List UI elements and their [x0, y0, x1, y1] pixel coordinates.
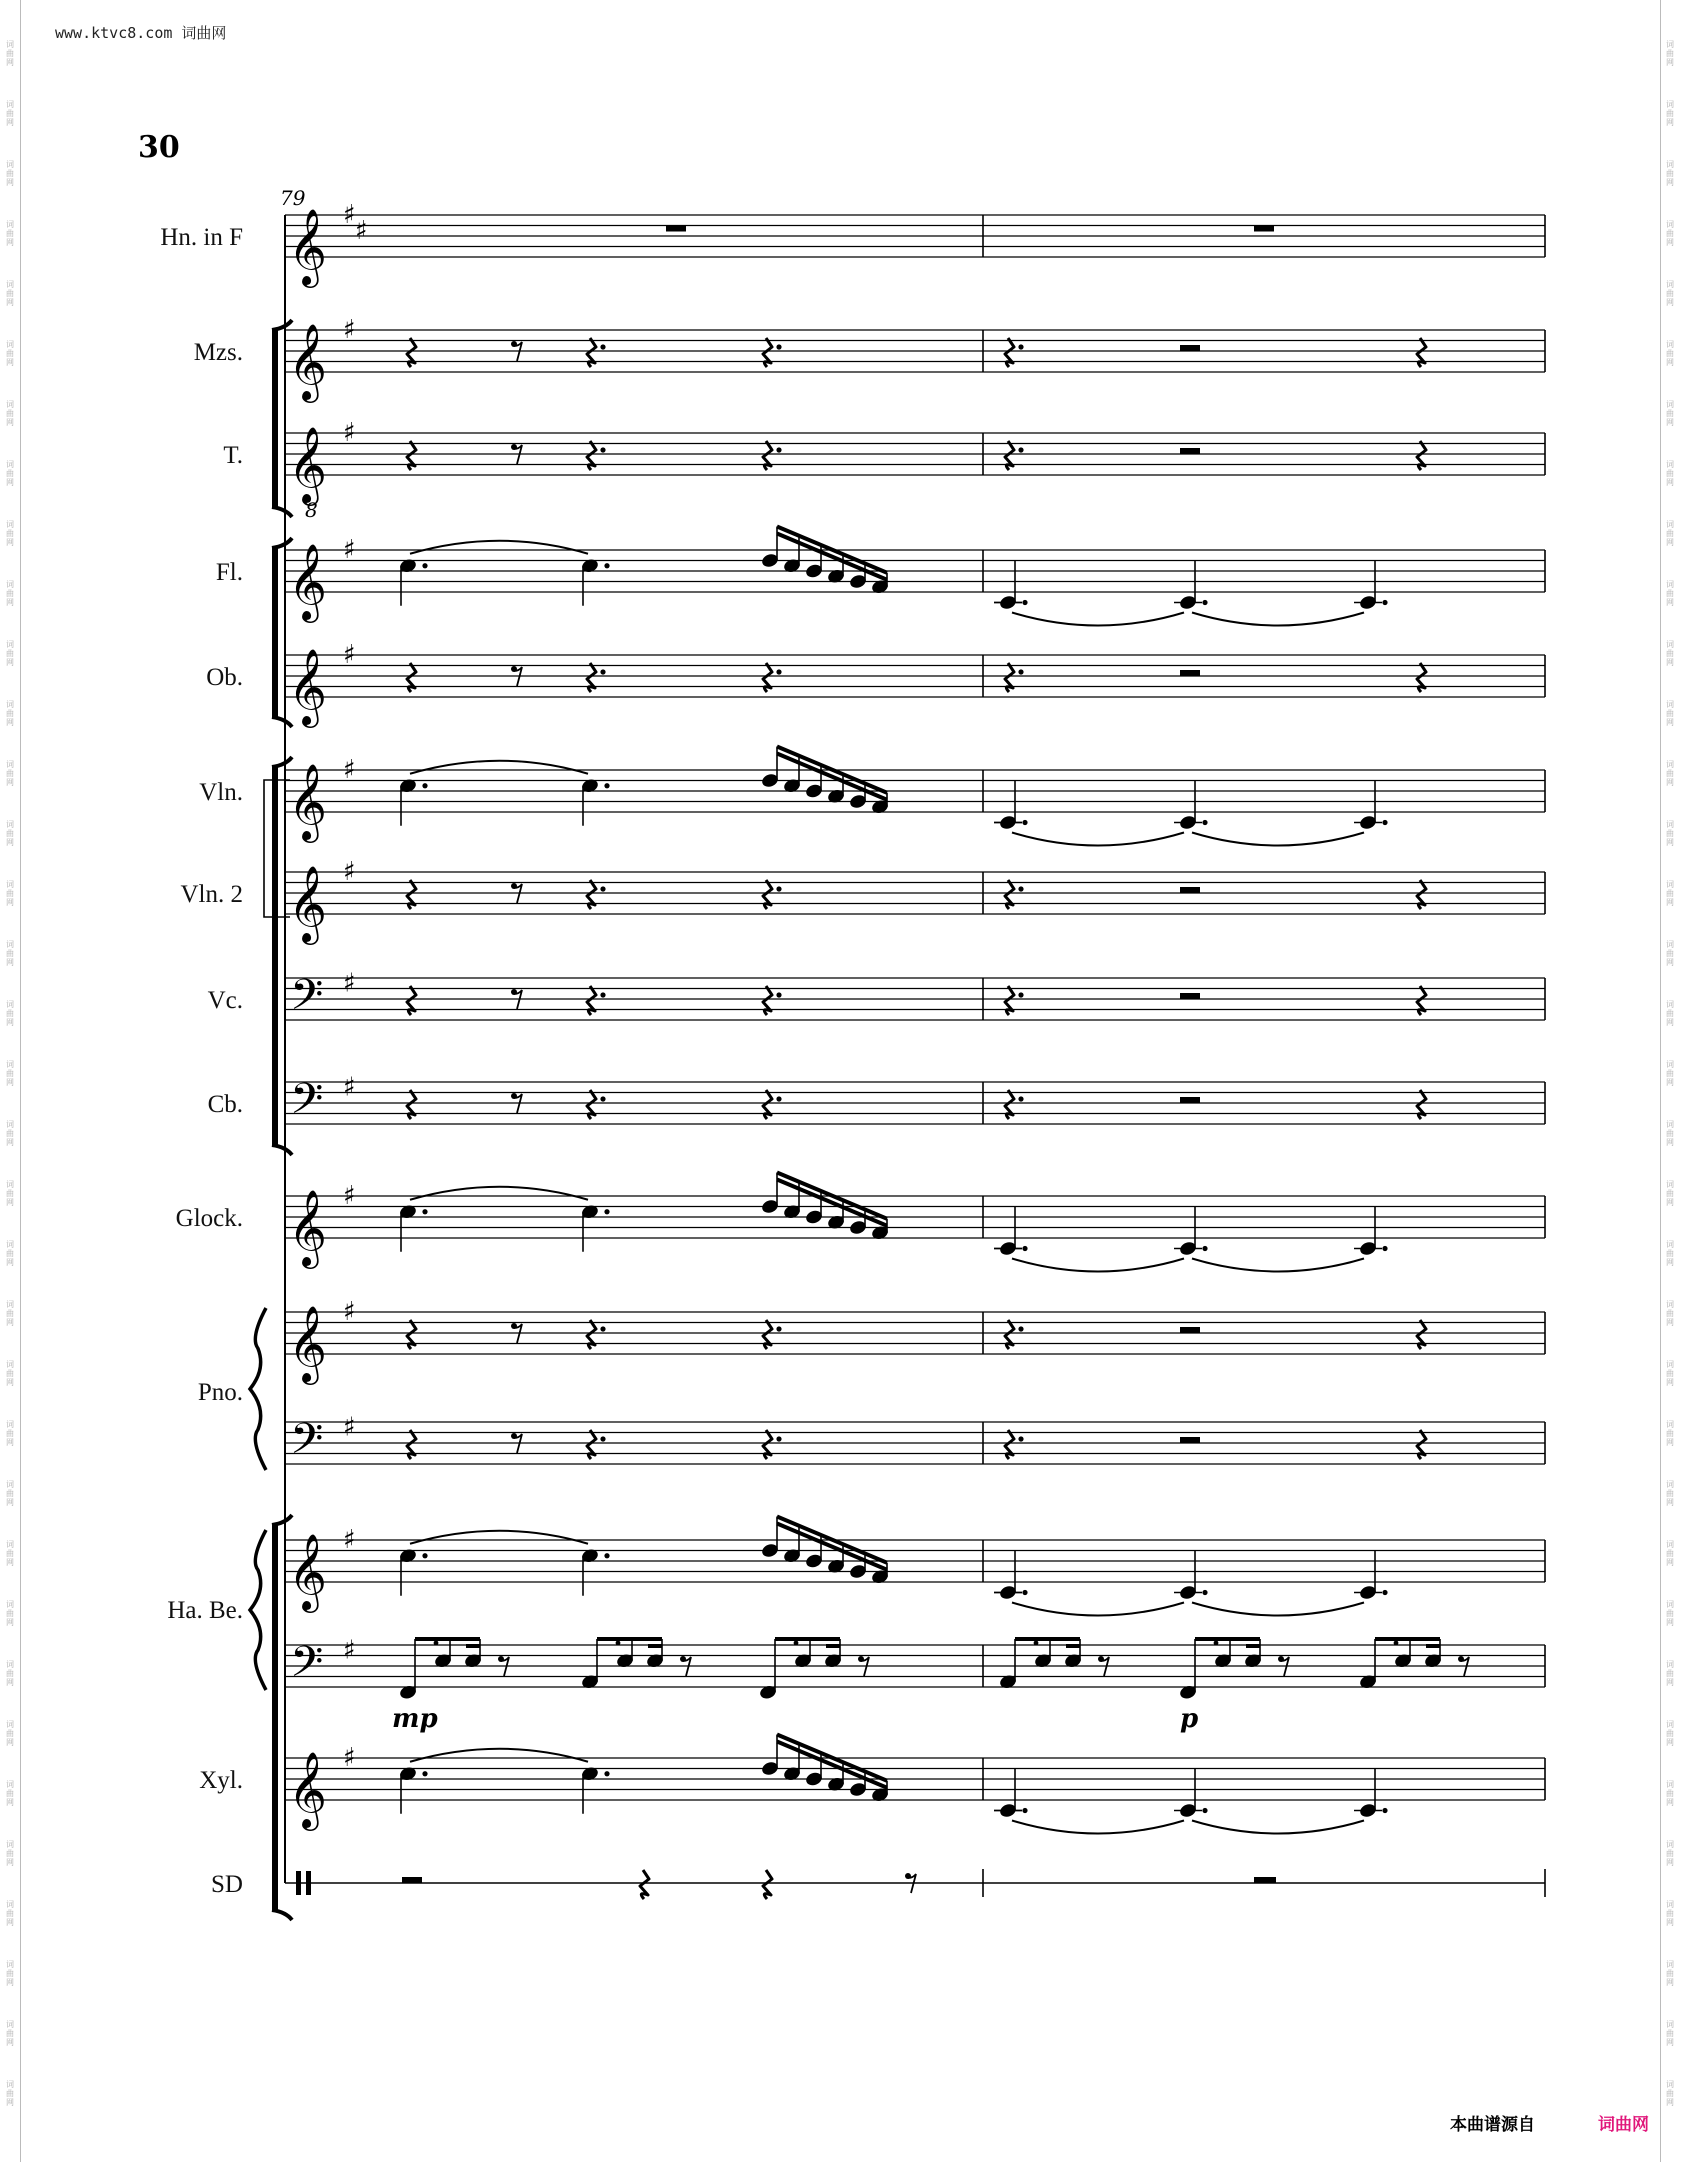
- note-dot: [1202, 1590, 1207, 1595]
- bracket-hook: [272, 1910, 292, 1920]
- watermark-glyphs: 词 曲 网: [1666, 1360, 1674, 1387]
- quarter-rest: [1005, 663, 1014, 692]
- rest-dot: [600, 669, 605, 674]
- rest-dot: [1018, 992, 1023, 997]
- quarter-rest: [640, 1870, 649, 1899]
- staff: [285, 1412, 1545, 1474]
- note-dot: [604, 783, 609, 788]
- watermark-glyphs: 词 曲 网: [1666, 1060, 1674, 1087]
- sharp-icon: ♯: [343, 968, 356, 999]
- treble-clef-icon: 𝄞: [288, 1305, 328, 1382]
- note-dot: [1382, 1246, 1387, 1251]
- brace: [250, 1530, 266, 1690]
- watermark-glyphs: 词 曲 网: [1666, 1780, 1674, 1807]
- note-dot: [1022, 1246, 1027, 1251]
- quarter-rest: [1417, 441, 1426, 470]
- note-dot: [794, 1641, 799, 1646]
- quarter-rest: [1005, 441, 1014, 470]
- quarter-rest: [1417, 880, 1426, 909]
- watermark-glyphs: 词 曲 网: [6, 100, 14, 127]
- quarter-rest: [763, 1090, 772, 1119]
- watermark-glyphs: 词 曲 网: [6, 880, 14, 907]
- percussion-clef-icon: [306, 1871, 311, 1895]
- sharp-icon: ♯: [343, 418, 356, 448]
- sharp-icon: ♯: [343, 640, 356, 670]
- half-rest: [1180, 1437, 1200, 1443]
- rest-dot: [776, 344, 781, 349]
- watermark-glyphs: 词 曲 网: [1666, 1480, 1674, 1507]
- bracket-hook: [272, 1515, 292, 1525]
- staff-label: Cb.: [207, 1091, 243, 1118]
- staff: [194, 315, 1545, 403]
- quarter-rest: [763, 880, 772, 909]
- quarter-rest: [587, 1320, 596, 1349]
- whole-rest: [1254, 1877, 1276, 1883]
- bracket: [272, 767, 278, 1145]
- note-dot: [604, 1209, 609, 1214]
- note-dot: [604, 1553, 609, 1558]
- quarter-rest: [1005, 1320, 1014, 1349]
- whole-rest: [666, 226, 686, 232]
- quarter-rest: [763, 663, 772, 692]
- treble-clef-icon: 𝄞: [288, 648, 328, 725]
- treble-clef-icon: 𝄞: [288, 1533, 328, 1610]
- note-dot: [1382, 1590, 1387, 1595]
- rest-dot: [776, 1326, 781, 1331]
- watermark-glyphs: 词 曲 网: [6, 1960, 14, 1987]
- watermark-glyphs: 词 曲 网: [1666, 1600, 1674, 1627]
- half-rest: [1180, 670, 1200, 676]
- staff-label: Vc.: [207, 987, 243, 1014]
- tie: [1192, 1259, 1364, 1272]
- sharp-icon: ♯: [355, 215, 368, 246]
- rest-dot: [600, 992, 605, 997]
- note-dot: [422, 1209, 427, 1214]
- watermark-glyphs: 词 曲 网: [1666, 1300, 1674, 1327]
- rest-dot: [600, 1436, 605, 1441]
- watermark-glyphs: 词 曲 网: [6, 1720, 14, 1747]
- rest-dot: [1018, 344, 1023, 349]
- watermark-glyphs: 词 曲 网: [1666, 1960, 1674, 1987]
- tie: [410, 1531, 588, 1544]
- bracket: [272, 548, 278, 717]
- tie: [410, 541, 588, 554]
- sharp-icon: ♯: [343, 1525, 356, 1555]
- dynamic-marking: p: [1180, 1704, 1199, 1734]
- note-dot: [422, 563, 427, 568]
- sharp-icon: ♯: [343, 1743, 356, 1773]
- percussion-clef-icon: [296, 1871, 301, 1895]
- rest-dot: [776, 886, 781, 891]
- note-dot: [434, 1641, 439, 1646]
- tie: [1192, 1821, 1364, 1834]
- treble-clef-icon: 𝄞: [288, 1189, 328, 1266]
- rest-dot: [1018, 1326, 1023, 1331]
- tie: [1012, 613, 1184, 626]
- staff: [160, 200, 1545, 288]
- watermark-glyphs: 词 曲 网: [1666, 940, 1674, 967]
- staff-label: Vln.: [199, 779, 243, 806]
- staff: [206, 640, 1545, 728]
- watermark-glyphs: 词 曲 网: [6, 700, 14, 727]
- staves: [160, 186, 1545, 1899]
- sharp-icon: ♯: [343, 857, 356, 887]
- octave-mark: 8: [305, 498, 318, 522]
- half-rest: [1180, 1097, 1200, 1103]
- rest-dot: [1018, 669, 1023, 674]
- quarter-rest: [407, 1090, 416, 1119]
- quarter-rest: [1417, 986, 1426, 1015]
- staff-label: Fl.: [215, 559, 243, 586]
- watermark-glyphs: 词 曲 网: [1666, 1420, 1674, 1447]
- staff: [208, 968, 1545, 1030]
- rest-dot: [1018, 447, 1023, 452]
- watermark-glyphs: 词 曲 网: [1666, 2080, 1674, 2107]
- watermark-glyphs: 词 曲 网: [6, 1780, 14, 1807]
- rest-dot: [600, 447, 605, 452]
- note-dot: [616, 1641, 621, 1646]
- staff-label: Ha. Be.: [167, 1597, 243, 1624]
- watermark-glyphs: 词 曲 网: [6, 940, 14, 967]
- note-dot: [1202, 820, 1207, 825]
- watermark-glyphs: 词 曲 网: [6, 1360, 14, 1387]
- treble-clef-icon: 𝄞: [288, 1751, 328, 1828]
- note-dot: [1022, 600, 1027, 605]
- sharp-icon: ♯: [343, 1297, 356, 1327]
- rest-dot: [1018, 886, 1023, 891]
- rest-dot: [600, 344, 605, 349]
- quarter-rest: [587, 338, 596, 367]
- note-dot: [1394, 1641, 1399, 1646]
- quarter-rest: [763, 1870, 772, 1899]
- half-rest: [1180, 1327, 1200, 1333]
- sharp-icon: ♯: [343, 315, 356, 345]
- watermark-glyphs: 词 曲 网: [1666, 2020, 1674, 2047]
- note-dot: [1214, 1641, 1219, 1646]
- watermark-glyphs: 词 曲 网: [1666, 640, 1674, 667]
- page-number: 30: [138, 130, 180, 165]
- tie: [1192, 1603, 1364, 1616]
- quarter-rest: [587, 986, 596, 1015]
- bass-clef-icon: 𝄢: [290, 1074, 324, 1135]
- watermark-glyphs: 词 曲 网: [6, 1840, 14, 1867]
- watermark-glyphs: 词 曲 网: [1666, 1660, 1674, 1687]
- watermark-glyphs: 词 曲 网: [1666, 1000, 1674, 1027]
- tie: [1012, 1603, 1184, 1616]
- quarter-rest: [407, 880, 416, 909]
- note-dot: [422, 783, 427, 788]
- note-dot: [422, 1771, 427, 1776]
- quarter-rest: [763, 1430, 772, 1459]
- watermark-glyphs: 词 曲 网: [1666, 580, 1674, 607]
- sharp-icon: ♯: [343, 535, 356, 565]
- quarter-rest: [1417, 1430, 1426, 1459]
- quarter-rest: [763, 338, 772, 367]
- tie: [1012, 1259, 1184, 1272]
- staff: [167, 1517, 1545, 1625]
- treble-clef-icon: 𝄞: [288, 865, 328, 942]
- watermark-glyphs: 词 曲 网: [6, 2080, 14, 2107]
- tie: [410, 761, 588, 774]
- note-dot: [1022, 1808, 1027, 1813]
- watermark-glyphs: 词 曲 网: [6, 1000, 14, 1027]
- quarter-rest: [587, 1090, 596, 1119]
- watermark-glyphs: 词 曲 网: [6, 760, 14, 787]
- staff-label: Glock.: [175, 1205, 243, 1232]
- quarter-rest: [1417, 338, 1426, 367]
- tie: [1012, 1821, 1184, 1834]
- measure-number: 79: [280, 186, 306, 210]
- treble-clef-icon: 𝄞: [288, 323, 328, 400]
- quarter-rest: [407, 986, 416, 1015]
- watermark-glyphs: 词 曲 网: [1666, 1180, 1674, 1207]
- treble-clef-icon: 𝄞: [288, 543, 328, 620]
- half-rest: [1180, 345, 1200, 351]
- watermark-glyphs: 词 曲 网: [6, 1900, 14, 1927]
- rest-dot: [1018, 1436, 1023, 1441]
- watermark-glyphs: 词 曲 网: [6, 40, 14, 67]
- tie: [1012, 833, 1184, 846]
- treble-clef-icon: 𝄞: [288, 426, 328, 503]
- bracket: [272, 1525, 278, 1910]
- note-dot: [1382, 600, 1387, 605]
- watermark-glyphs: 词 曲 网: [1666, 1540, 1674, 1567]
- watermark-glyphs: 词 曲 网: [1666, 1720, 1674, 1747]
- staff: [198, 1297, 1545, 1406]
- staff-label: T.: [223, 442, 243, 469]
- tie: [410, 1187, 588, 1200]
- bass-clef-icon: 𝄢: [290, 1414, 324, 1475]
- note-dot: [604, 563, 609, 568]
- staff: [199, 747, 1545, 846]
- quarter-rest: [407, 1320, 416, 1349]
- watermark-glyphs: 词 曲 网: [1666, 880, 1674, 907]
- quarter-rest: [1005, 880, 1014, 909]
- watermark-glyphs: 词 曲 网: [1666, 100, 1674, 127]
- quarter-rest: [1005, 338, 1014, 367]
- sharp-icon: ♯: [343, 200, 356, 230]
- watermark-glyphs: 词 曲 网: [1666, 460, 1674, 487]
- note-dot: [1202, 1246, 1207, 1251]
- watermark-glyphs: 词 曲 网: [6, 2020, 14, 2047]
- sharp-icon: ♯: [343, 755, 356, 785]
- half-rest: [1180, 993, 1200, 999]
- quarter-rest: [1417, 1320, 1426, 1349]
- watermark-glyphs: 词 曲 网: [6, 220, 14, 247]
- quarter-rest: [763, 986, 772, 1015]
- sharp-icon: ♯: [343, 1072, 356, 1103]
- quarter-rest: [1005, 986, 1014, 1015]
- watermark-glyphs: 词 曲 网: [6, 160, 14, 187]
- watermark-glyphs: 词 曲 网: [1666, 760, 1674, 787]
- watermark-glyphs: 词 曲 网: [6, 1420, 14, 1447]
- quarter-rest: [407, 338, 416, 367]
- staff: [208, 1072, 1545, 1134]
- watermark-glyphs: 词 曲 网: [6, 1060, 14, 1087]
- staff-label: Mzs.: [193, 339, 243, 366]
- quarter-rest: [1417, 1090, 1426, 1119]
- watermark-glyphs: 词 曲 网: [1666, 40, 1674, 67]
- treble-clef-icon: 𝄞: [288, 763, 328, 840]
- watermark-glyphs: 词 曲 网: [1666, 400, 1674, 427]
- watermark-glyphs: 词 曲 网: [1666, 1120, 1674, 1147]
- staff: [199, 1735, 1545, 1834]
- staff: [285, 1635, 1545, 1700]
- bracket-hook: [272, 1145, 292, 1155]
- watermark-glyphs: 词 曲 网: [1666, 520, 1674, 547]
- rest-dot: [1018, 1096, 1023, 1101]
- watermark-glyphs: 词 曲 网: [6, 820, 14, 847]
- dynamic-marking: mp: [392, 1704, 438, 1734]
- note-dot: [1382, 820, 1387, 825]
- watermark-glyphs: 词 曲 网: [6, 520, 14, 547]
- watermark-glyphs: 词 曲 网: [6, 1600, 14, 1627]
- footer-source-text: 本曲谱源自: [1450, 2115, 1535, 2135]
- note-dot: [1202, 1808, 1207, 1813]
- quarter-rest: [1417, 663, 1426, 692]
- footer-brand[interactable]: 词曲网: [1598, 2115, 1649, 2135]
- note-dot: [1382, 1808, 1387, 1813]
- watermark-glyphs: 词 曲 网: [1666, 1240, 1674, 1267]
- watermark-glyphs: 词 曲 网: [1666, 160, 1674, 187]
- rest-dot: [600, 1326, 605, 1331]
- watermark-glyphs: 词 曲 网: [6, 1300, 14, 1327]
- watermark-glyphs: 词 曲 网: [6, 1240, 14, 1267]
- quarter-rest: [1005, 1430, 1014, 1459]
- header-site-url[interactable]: www.ktvc8.com 词曲网: [55, 24, 227, 42]
- staff-label: Ob.: [206, 664, 243, 691]
- watermark-glyphs: 词 曲 网: [1666, 280, 1674, 307]
- staff: [223, 418, 1545, 522]
- quarter-rest: [407, 663, 416, 692]
- staff: [216, 527, 1545, 626]
- note-dot: [1022, 820, 1027, 825]
- staff-label: SD: [211, 1871, 243, 1898]
- watermark-glyphs: 词 曲 网: [6, 460, 14, 487]
- note-dot: [1202, 600, 1207, 605]
- note-dot: [604, 1771, 609, 1776]
- quarter-rest: [587, 1430, 596, 1459]
- watermark-glyphs: 词 曲 网: [6, 400, 14, 427]
- quarter-rest: [407, 441, 416, 470]
- half-rest: [402, 1877, 422, 1883]
- rest-dot: [600, 1096, 605, 1101]
- watermark-glyphs: 词 曲 网: [6, 1180, 14, 1207]
- quarter-rest: [763, 1320, 772, 1349]
- rest-dot: [776, 669, 781, 674]
- watermark-glyphs: 词 曲 网: [6, 1660, 14, 1687]
- watermark-glyphs: 词 曲 网: [1666, 1840, 1674, 1867]
- quarter-rest: [587, 880, 596, 909]
- watermark-glyphs: 词 曲 网: [6, 1480, 14, 1507]
- staff: [176, 1173, 1545, 1272]
- whole-rest: [1254, 226, 1274, 232]
- staff: [181, 857, 1546, 945]
- watermark-glyphs: 词 曲 网: [6, 280, 14, 307]
- note-dot: [422, 1553, 427, 1558]
- quarter-rest: [587, 441, 596, 470]
- rest-dot: [776, 1096, 781, 1101]
- rest-dot: [600, 886, 605, 891]
- system-brackets: [250, 215, 292, 1920]
- sharp-icon: ♯: [343, 1635, 356, 1666]
- bass-clef-icon: 𝄢: [290, 1637, 324, 1698]
- brace: [250, 1308, 266, 1470]
- staff-label: Vln. 2: [180, 881, 243, 908]
- watermark-glyphs: 词 曲 网: [1666, 700, 1674, 727]
- staff-label: Hn. in F: [160, 224, 243, 251]
- bracket-hook: [272, 507, 292, 517]
- tie: [410, 1749, 588, 1762]
- watermark-glyphs: 词 曲 网: [6, 640, 14, 667]
- note-dot: [1022, 1590, 1027, 1595]
- quarter-rest: [587, 663, 596, 692]
- watermark-glyphs: 词 曲 网: [1666, 340, 1674, 367]
- half-rest: [1180, 448, 1200, 454]
- rest-dot: [776, 1436, 781, 1441]
- quarter-rest: [763, 441, 772, 470]
- sharp-icon: ♯: [343, 1412, 356, 1443]
- tie: [1192, 613, 1364, 626]
- note-dot: [1034, 1641, 1039, 1646]
- staff-label: Pno.: [197, 1379, 243, 1406]
- bracket: [272, 330, 278, 507]
- rest-dot: [776, 447, 781, 452]
- watermark-glyphs: 词 曲 网: [6, 1120, 14, 1147]
- bass-clef-icon: 𝄢: [290, 970, 324, 1031]
- watermark-glyphs: 词 曲 网: [6, 340, 14, 367]
- sharp-icon: ♯: [343, 1181, 356, 1211]
- quarter-rest: [1005, 1090, 1014, 1119]
- staff: [211, 1869, 1545, 1899]
- watermark-glyphs: 词 曲 网: [1666, 820, 1674, 847]
- watermark-glyphs: 词 曲 网: [1666, 220, 1674, 247]
- tie: [1192, 833, 1364, 846]
- treble-clef-icon: 𝄞: [288, 208, 328, 285]
- quarter-rest: [407, 1430, 416, 1459]
- watermark-glyphs: 词 曲 网: [1666, 1900, 1674, 1927]
- half-rest: [1180, 887, 1200, 893]
- watermark-glyphs: 词 曲 网: [6, 1540, 14, 1567]
- watermark-glyphs: 词 曲 网: [6, 580, 14, 607]
- staff-label: Xyl.: [199, 1767, 243, 1794]
- rest-dot: [776, 992, 781, 997]
